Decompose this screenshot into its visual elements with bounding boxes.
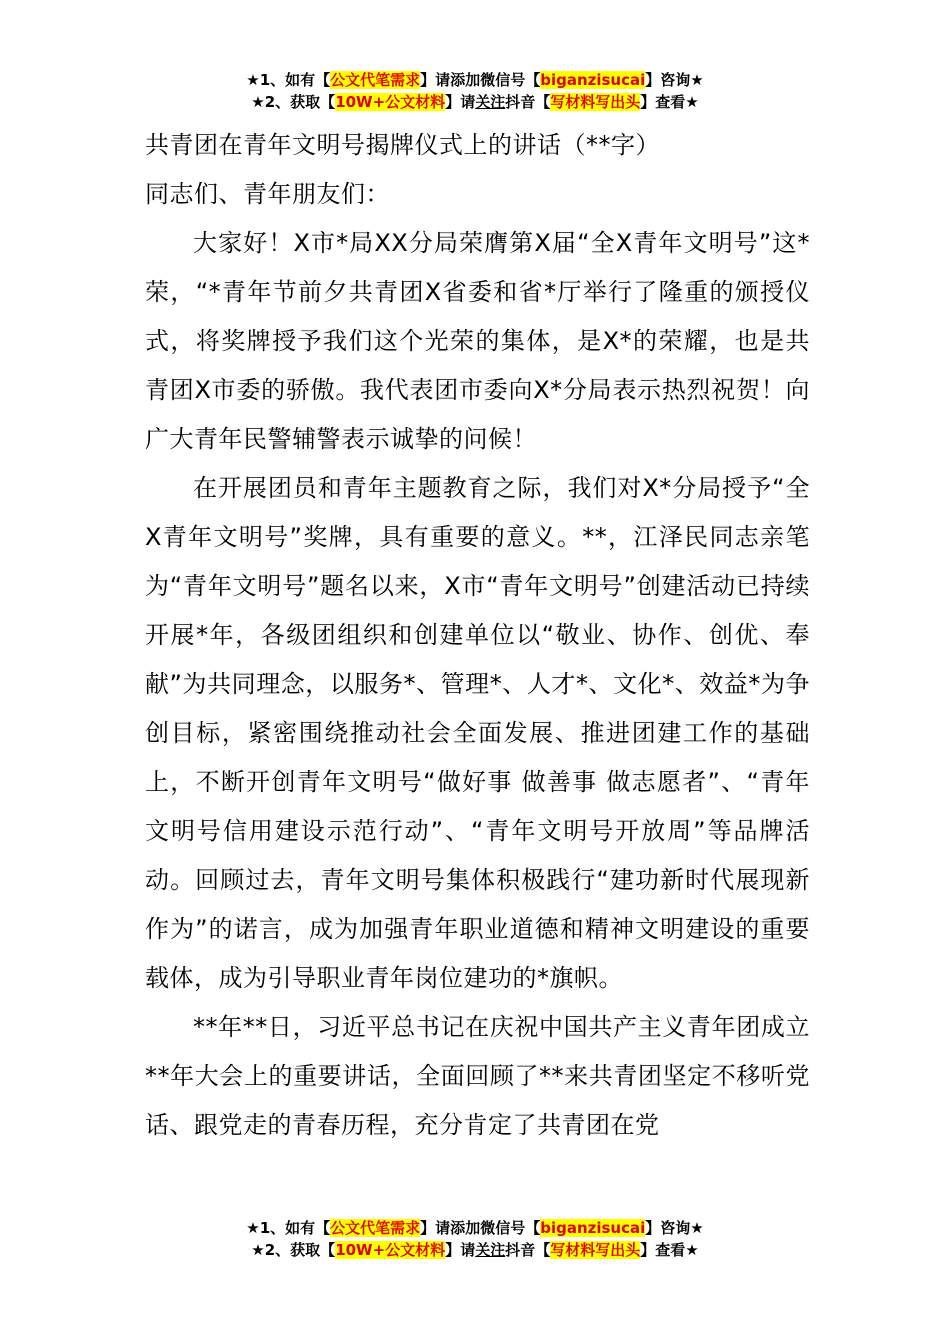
promo-line-2-suffix: 】查看★ [640, 93, 699, 111]
document-title: 共青团在青年文明号揭牌仪式上的讲话（**字） [145, 131, 660, 159]
promo-line-1-mid2: 微信号【 [480, 71, 541, 89]
promo-line-1-mid2: 微信号【 [480, 1219, 541, 1237]
promo-line-2-mid2: 抖音【 [505, 1241, 551, 1259]
promo-line-2-mid: 】请 [445, 1241, 476, 1259]
promo-highlight-ghostwriting: 公文代笔需求 [330, 71, 421, 89]
promo-line-1-bold: 加 [465, 71, 481, 89]
promo-line-1-mid: 】请添 [420, 71, 466, 89]
promo-line-2-prefix: ★2、获取【 [251, 1241, 336, 1259]
promo-line-1-mid: 】请添 [420, 1219, 466, 1237]
promo-line-1-prefix: ★1、如有【 [246, 71, 331, 89]
promo-highlight-materials: 10W+公文材料 [335, 1241, 446, 1259]
salutation: 同志们、青年朋友们： [145, 180, 390, 208]
promo-highlight-materials: 10W+公文材料 [335, 93, 446, 111]
promo-line-2-suffix: 】查看★ [640, 1241, 699, 1259]
promo-line-1 [0, 69, 950, 91]
promo-line-1-suffix: 】咨询★ [645, 1219, 704, 1237]
header-promo-banner [0, 69, 950, 113]
promo-line-2-underlined: 关注 [475, 93, 506, 111]
promo-line-1 [0, 1217, 950, 1239]
promo-highlight-ghostwriting: 公文代笔需求 [330, 1219, 421, 1237]
promo-line-2-underlined: 关注 [475, 1241, 506, 1259]
promo-highlight-douyin: 写材料写出头 [550, 93, 641, 111]
promo-highlight-wechat-id: biganzisucai [540, 71, 646, 89]
promo-line-2-mid2: 抖音【 [505, 93, 551, 111]
promo-line-2-mid: 】请 [445, 93, 476, 111]
promo-line-1-bold: 加 [465, 1219, 481, 1237]
document-body [145, 121, 810, 1150]
promo-line-1-suffix: 】咨询★ [645, 71, 704, 89]
promo-line-2 [0, 1239, 950, 1261]
paragraph-2: 在开展团员和青年主题教育之际，我们对X*分局授予“全X青年文明号”奖牌，具有重要的意义。**，江泽民同志亲笔为“青年文明号”题名以来，X市“青年文明号”创建活动已持续开展*年，各级团组织和创建单位以“敬业、协作、创优、奉献”为共同理念，以服务*、管理*、人才*、文化*、效益*为争创目标，紧密围绕推动社会全面发展、推进团建工作的基础上，不断开创青年文明号“做好事 做善事 做志愿者”、“青年文明号信用建设示范行动”、“青年文明号开放周”等品牌活动。回顾过去，青年文明号集体积极践行“建功新时代展现新作为”的诺言，成为加强青年职业道德和精神文明建设的重要载体，成为引导职业青年岗位建功的*旗帜。 [145, 474, 810, 992]
paragraph-1: 大家好！X市*局XX分局荣膺第X届“全X青年文明号”这*荣，“*青年节前夕共青团X省委和省*厅举行了隆重的颁授仪式，将奖牌授予我们这个光荣的集体，是X*的荣耀，也是共青团X市委的骄傲。我代表团市委向X*分局表示热烈祝贺！向广大青年民警辅警表示诚挚的问候！ [145, 229, 810, 453]
promo-line-2-prefix: ★2、获取【 [251, 93, 336, 111]
paragraph-3: **年**日，习近平总书记在庆祝中国共产主义青年团成立**年大会上的重要讲话，全面回顾了**来共青团坚定不移听党话、跟党走的青春历程，充分肯定了共青团在党 [145, 1013, 810, 1139]
promo-highlight-wechat-id: biganzisucai [540, 1219, 646, 1237]
promo-line-2 [0, 91, 950, 113]
promo-highlight-douyin: 写材料写出头 [550, 1241, 641, 1259]
footer-promo-banner [0, 1217, 950, 1261]
promo-line-1-prefix: ★1、如有【 [246, 1219, 331, 1237]
